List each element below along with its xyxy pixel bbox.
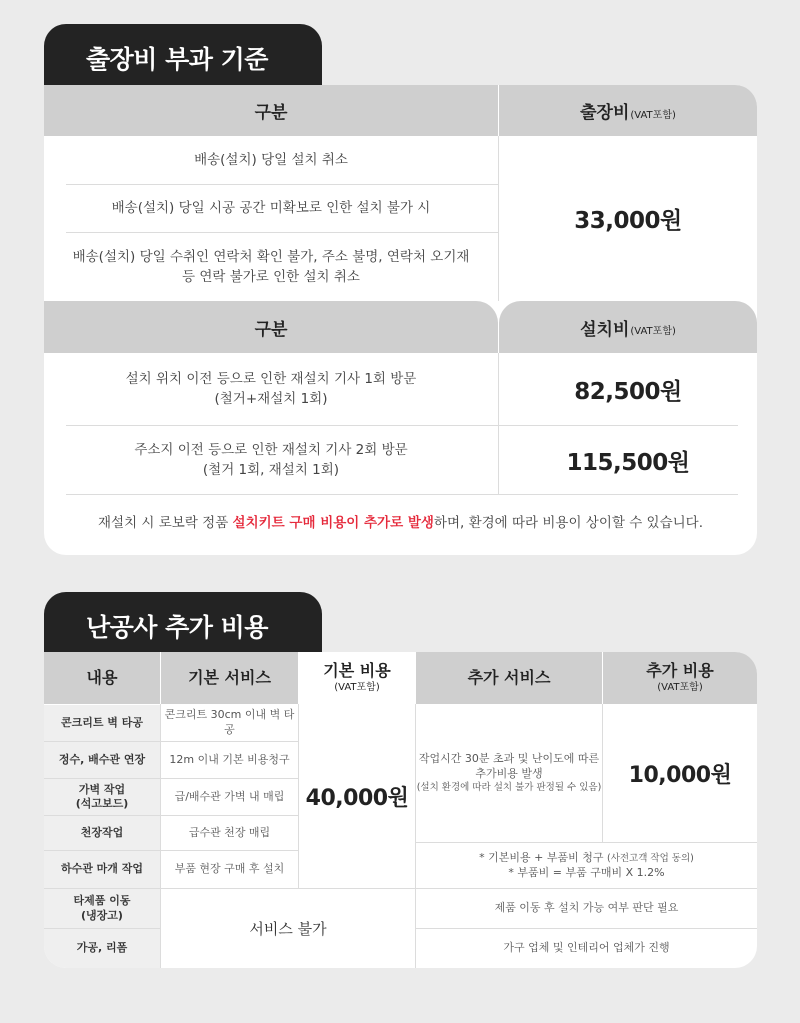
row-text-line1: 주소지 이전 등으로 인한 재설치 기사 2회 방문 <box>134 441 408 458</box>
travel-fee-card <box>44 85 757 555</box>
reinstall-1-price <box>499 353 757 425</box>
header-text: 내용 <box>86 667 118 687</box>
table2-header-fee <box>499 301 757 353</box>
furniture-note-text: 가구 업체 및 인테리어 업체가 진행 <box>503 941 670 955</box>
corner-fill <box>44 301 66 323</box>
header-fee-text: 설치비 <box>580 319 630 340</box>
divider <box>415 652 416 704</box>
header-label-text: 구분 <box>254 103 288 123</box>
label-text: (석고보드) <box>75 797 129 810</box>
row-label-concrete <box>44 705 160 741</box>
cost-text: 40,000원 <box>305 786 409 811</box>
label-text: 콘크리트 벽 타공 <box>60 715 144 729</box>
divider <box>602 652 603 704</box>
service-text: 부품 현장 구매 후 설치 <box>174 862 285 876</box>
divider <box>498 353 499 494</box>
unavailable-text: 서비스 불가 <box>249 920 327 938</box>
divider <box>298 652 299 704</box>
header-note: (VAT포함) <box>657 682 703 694</box>
section-title-text: 출장비 부과 기준 <box>86 45 268 74</box>
service-pipe <box>161 742 298 778</box>
service-drain <box>161 851 298 888</box>
label-text: 하수관 마개 작업 <box>60 862 144 876</box>
header-text: 추가 서비스 <box>467 667 551 687</box>
row-text-line2: (철거 1회, 재설치 1회) <box>202 462 340 478</box>
header-fee-note: (VAT포함) <box>630 326 676 337</box>
table1-header-fee <box>499 85 757 136</box>
header-text: 기본 서비스 <box>188 667 271 687</box>
parts-note-line2: * 부품비 = 부품 구매비 X 1.2% <box>508 865 665 879</box>
extra-service-description <box>416 705 602 842</box>
service-text: 급수관 천장 매립 <box>188 825 271 839</box>
divider <box>416 842 757 843</box>
section-title-text: 난공사 추가 비용 <box>86 613 268 642</box>
divider <box>44 778 298 779</box>
divider <box>44 928 160 929</box>
row-text-line2: (철거+재설치 1회) <box>214 391 328 407</box>
service-ceiling <box>161 816 298 850</box>
divider <box>44 888 757 889</box>
row-label-move <box>44 889 160 928</box>
service-text: 콘크리트 30cm 이내 벽 타공 <box>164 708 295 736</box>
label-text: 정수, 배수관 연장 <box>58 752 146 766</box>
label-text: (냉장고) <box>81 908 123 922</box>
extra-service-line3: (설치 환경에 따라 설치 불가 판정될 수 있음) <box>416 781 602 793</box>
note-text: 재설치 시 로보락 정품 <box>98 515 233 531</box>
row-label-pipe <box>44 742 160 778</box>
table1-row-3 <box>44 233 498 301</box>
divider <box>160 652 161 704</box>
travel-fee-price <box>499 136 757 301</box>
service-unavailable <box>161 889 415 968</box>
furniture-note <box>416 929 757 968</box>
divider <box>44 850 298 851</box>
divider <box>298 704 299 888</box>
table1-header-label <box>44 85 498 136</box>
row-text-line2: 등 연락 불가로 인한 설치 취소 <box>182 269 360 285</box>
header-fee-text: 출장비 <box>580 103 630 123</box>
header-basic-service <box>161 652 298 704</box>
row-text-line1: 설치 위치 이전 등으로 인한 재설치 기사 1회 방문 <box>125 370 417 387</box>
table2-row-1 <box>44 353 498 425</box>
label-text: 천장작업 <box>80 825 124 839</box>
extra-service-line1: 작업시간 30분 초과 및 난이도에 따른 <box>418 752 600 766</box>
label-text: 가공, 리폼 <box>76 941 128 955</box>
divider <box>415 704 416 968</box>
divider <box>44 741 298 742</box>
extra-cost-value <box>603 705 757 842</box>
service-text: 12m 이내 기본 비용청구 <box>169 752 290 766</box>
service-wall <box>161 779 298 815</box>
parts-cost-note <box>416 843 757 888</box>
header-note: (VAT포함) <box>334 681 380 693</box>
divider <box>44 815 298 816</box>
row-label-furniture <box>44 929 160 968</box>
label-text: 가벽 작업 <box>78 782 126 796</box>
parts-note-small: (사전고객 작업 동의) <box>606 852 694 864</box>
table1-row-2 <box>44 185 498 232</box>
move-note <box>416 889 757 928</box>
header-extra-service <box>416 652 602 704</box>
extra-service-line2: 추가비용 발생 <box>475 767 543 781</box>
install-kit-note <box>44 495 757 547</box>
header-content <box>44 652 160 704</box>
price-text: 82,500원 <box>574 378 682 405</box>
label-text: 타제품 이동 <box>73 894 131 908</box>
row-label-wall <box>44 779 160 815</box>
divider <box>416 928 757 929</box>
row-text: 배송(설치) 당일 설치 취소 <box>194 151 348 168</box>
header-text: 기본 비용 <box>323 660 391 680</box>
service-text: 급/배수관 가벽 내 매립 <box>174 789 285 803</box>
parts-note-line1: * 기본비용 + 부품비 청구 <box>479 850 604 864</box>
row-text-line1: 배송(설치) 당일 수취인 연락처 확인 불가, 주소 불명, 연락처 오기재 <box>72 248 470 265</box>
note-text: 하며, 환경에 따라 비용이 상이할 수 있습니다. <box>433 515 703 531</box>
header-text: 추가 비용 <box>646 661 714 681</box>
divider <box>160 704 161 968</box>
table2-row-2 <box>44 426 498 494</box>
table1-row-1 <box>44 136 498 184</box>
price-text: 115,500원 <box>566 449 690 476</box>
service-concrete <box>161 705 298 741</box>
note-highlight: 설치키트 구매 비용이 추가로 발생 <box>232 515 434 531</box>
row-text: 배송(설치) 당일 시공 공간 미확보로 인한 설치 불가 시 <box>111 200 431 217</box>
price-text: 33,000원 <box>574 208 682 234</box>
extra-cost-card <box>44 652 757 968</box>
divider <box>602 704 603 842</box>
row-label-ceiling <box>44 816 160 850</box>
header-basic-cost <box>299 652 415 704</box>
cost-text: 10,000원 <box>628 763 732 788</box>
move-note-text: 제품 이동 후 설치 가능 여부 판단 필요 <box>494 901 679 915</box>
header-label-text: 구분 <box>254 319 288 340</box>
table2-header-label <box>44 301 498 353</box>
reinstall-2-price <box>499 426 757 494</box>
basic-cost-value <box>299 705 415 888</box>
header-fee-note: (VAT포함) <box>630 109 676 121</box>
header-extra-cost <box>603 652 757 704</box>
row-label-drain <box>44 851 160 888</box>
